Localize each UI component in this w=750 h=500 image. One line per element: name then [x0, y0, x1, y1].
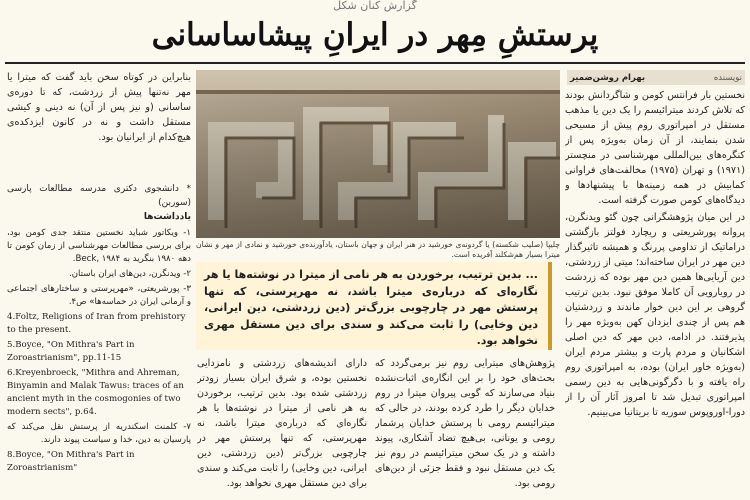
author-affiliation: * دانشجوی دکتری مدرسه مطالعات پارسی (سوربن) — [7, 184, 191, 208]
middle-column-left — [197, 356, 367, 498]
middle-paragraph-2: دارای اندیشه‌های زردشتی و نامزدایی نخستین بوده، و شرق ایران بسیار زودتر زردشتی شده بود. بدین ترتیب، برخوردن به هر نامی از میترا در نوشته‌ها یا هر نگاره‌ای که درباره‌ی میترا باشد، نه مهرپرستی، که تنها پرستش مهر در چارچوبی بزرگ‌تر (دین زردشتی، دین ایرانی، دین وخایی) را ثابت می‌کند و سندی برای دین مستقل مهری نخواهد بود. — [197, 358, 367, 489]
note-item: 5.Boyce, "On Mithra's Part in Zoroastrianism", pp.11-15 — [7, 340, 135, 363]
right-paragraph-2: در این میان پژوهشگرانی چون گئو ویدنگرن، پروانه پورشریعتی و ریچارد فولتز بازگشتی دراماتیک از تداومی پررنگ و همیشه تاثیرگذار دین مهر در ایران ساخته‌اند؛ میتی از زردشتی، دین آریایی‌ها همین دین مهر بوده که زردشت در رویارویی آن کاملا موفق نبود. بدین ترتیب گروهی بر این دین خوار ماندند و زردشتیان هم پس از چندی ایزدان کهن به‌ویژه مهر را پذیرفتند. در ادامه، دین مهر که دین اصلی اشکانیان و مردم پارت و بیشتر مردم ایران (به‌ویژه خاور ایران) بوده، به امپراتوری روم راه یافته و با دگرگونی‌هایی به دین رسمی امپراتوری تبدیل شد تا امروز آثار آن را از دورا-اوروپوس سوریه تا بریتانیا می‌بینیم. — [565, 212, 745, 418]
headline: پرستشِ مِهر در ایرانِ پیشاساسانی — [151, 17, 599, 53]
right-column — [565, 88, 745, 498]
author-box — [567, 70, 745, 85]
author-name: بهرام روشن‌ضمیر — [570, 72, 646, 83]
middle-paragraph-1: پژوهش‌های میترایی روم نیز برمی‌گردد که بحث‌های خود را بر این انگاره‌ی اثبات‌نشده بنیاد می‌سازند که گویی پیروان میترا در روم خدایان دیگر را طرد کرده بودند، در حالی که میترائیسم رومی با پرستش خدایان پرشمار رومی و یونانی، بی‌هیچ تضاد آشکاری، پیوند داشته و در یک سخن میترائیسم در روم نیز یک دین مستقل نبود و فقط جزئی از دین‌های رومی بود. — [375, 358, 555, 489]
right-paragraph-1: نخستین بار فرانتس کومن و شاگردانش بودند که تلاش کردند میترائیسم را یک دین یا مذهب مستقل در امپراتوری روم پیش از مسیحی شدن بنمایند، از آن زمان به‌ویژه پس از کنگره‌های بین‌المللی مهرشناسی در منچستر (۱۹۷۱) و تهران (۱۹۷۵) مخالفت‌های فراوانی کمابیش در همه زمینه‌ها با پیشنهادها و دیدگاه‌های کومن صورت گرفته است. — [565, 90, 745, 206]
note-item: ۱- ویکاتور شباید نخستین منتقد جدی کومن بود، برای بررسی مطالعات مهرشناسی از زمان کومن تا دهه ۱۹۸۰ بنگرید به Beck, ۱۹۸۴. — [7, 228, 191, 264]
headline-rule — [5, 62, 745, 64]
pull-quote: ... بدین ترتیب، برخوردن به هر نامی از میترا در نوشته‌ها یا هر نگاره‌ای که درباره‌ی میترا باشد، نه مهرپرستی، که تنها پرستش مهر در چارچوبی بزرگ‌تر (دین زردشتی، دین ایرانی، دین وخایی) را ثابت می‌کند و سندی برای دین مستقل مهری نخواهد بود. — [196, 262, 552, 350]
note-item: ۷- کلمنت اسکندریه از پرستش نقل می‌کند که پارسیان به دین، خدا و سیاست پیوند دارند. — [7, 422, 191, 445]
note-item: 6.Kreyenbroeck, "Mithra and Ahreman, Binyamin and Malak Tawus: traces of an ancient myth in the cosmogonies of two modern sects", p.64. — [7, 368, 184, 417]
photo-caption: چلیپا (صلیب شکسته) یا گردونه‌ی خورشید در هنر ایران و جهان باستان، یادآورنده‌ی خورشید و نمادی از مهر و نشان میترا بسیار هم‌شکلند آفریده است. — [196, 240, 560, 259]
left-column-intro — [7, 70, 191, 188]
note-item: 4.Foltz, Religions of Iran from prehistory to the present. — [7, 312, 186, 335]
note-item: ۳- پورشریعتی، «مهرپرستی و ساختارهای اجتماعی و آرمانی ایران در حماسه‌ها» ص۴. — [7, 284, 191, 307]
notes-list — [7, 227, 191, 499]
kicker: گزارش کنان شکل — [333, 0, 417, 12]
stone-relief-photo — [196, 70, 560, 238]
note-item: ۲- ویدنگرن، دین‌های ایران باستان. — [69, 269, 191, 279]
note-item: 8.Boyce, "On Mithra's Part in Zoroastrianism" — [7, 450, 135, 473]
middle-column-right — [375, 356, 555, 498]
left-intro-text: بنابراین در کوتاه سخن باید گفت که میترا یا مهر نه‌تنها پیش از زردشت، که تا دوره‌ی ساسانی (و نیز پس از آن) نه دینی و کیشی مستقل داشت و نه در کانون ایزدکده‌ی هیچ‌کدام از ایرانیان بود. — [7, 72, 191, 143]
author-role: نویسنده — [713, 72, 742, 83]
notes-title: یادداشت‌ها — [143, 212, 191, 222]
